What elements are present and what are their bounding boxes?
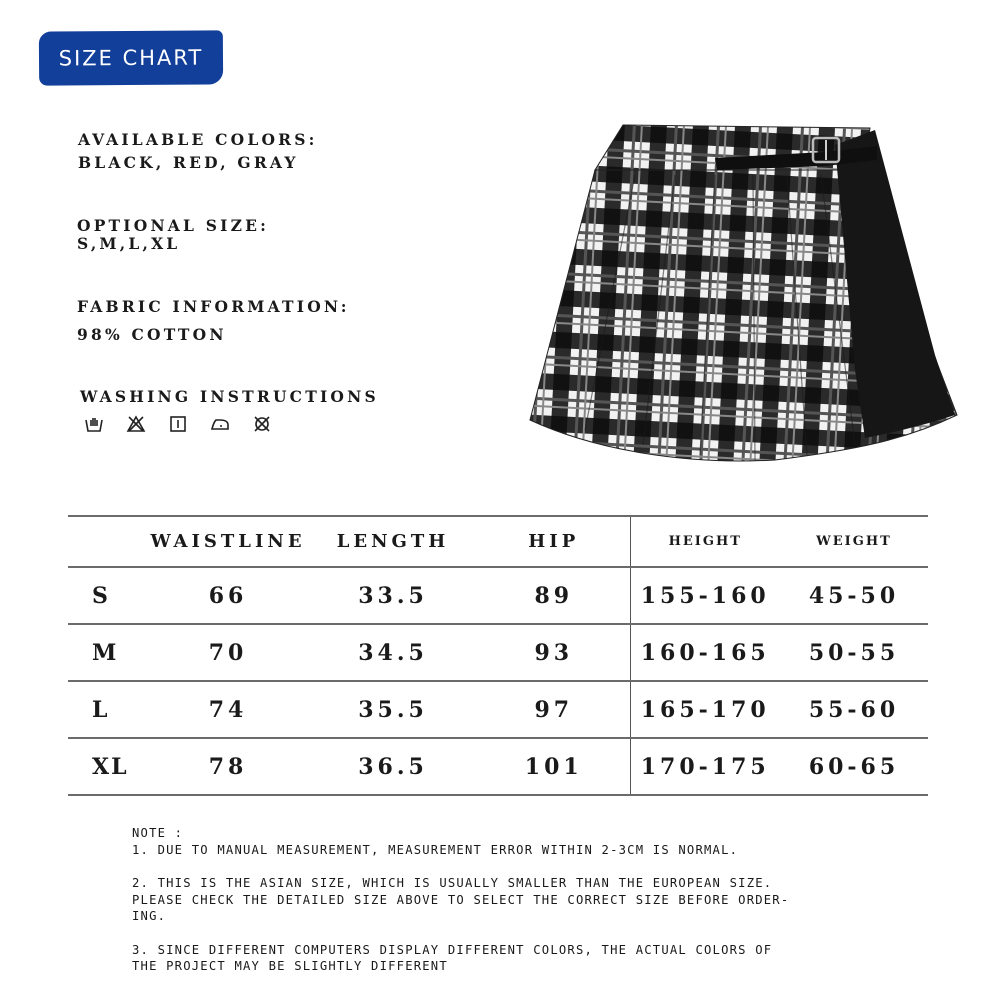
note-1: 1. DUE TO MANUAL MEASUREMENT, MEASUREMENT ERROR WITHIN 2-3CM IS NORMAL. (132, 842, 739, 857)
fabric-information (77, 295, 350, 346)
length-cell: 35.5 (308, 681, 478, 738)
size-chart-badge: SIZE CHART (39, 30, 223, 85)
length-cell: 34.5 (308, 624, 478, 681)
hip-cell: 93 (478, 624, 630, 681)
available-colors-value: BLACK, RED, GRAY (78, 153, 299, 172)
table-row (68, 567, 928, 624)
washing-label: WASHING INSTRUCTIONS (80, 387, 379, 406)
header-waistline: WAISTLINE (148, 516, 308, 567)
size-cell: XL (68, 738, 148, 795)
iron-low-icon (210, 414, 230, 434)
fabric-label: FABRIC INFORMATION: (77, 297, 350, 316)
height-cell: 170-175 (630, 738, 780, 795)
size-table (68, 515, 928, 796)
plaid-skirt-image (525, 120, 960, 470)
available-colors-label: AVAILABLE COLORS: (78, 130, 318, 149)
optional-size (77, 214, 269, 255)
height-cell: 155-160 (630, 567, 780, 624)
height-cell: 160-165 (630, 624, 780, 681)
size-cell: S (68, 567, 148, 624)
table-row (68, 738, 928, 795)
header-size (68, 516, 148, 567)
fabric-value: 98% COTTON (77, 325, 227, 344)
height-cell: 165-170 (630, 681, 780, 738)
optional-size-value: S,M,L,XL (77, 234, 181, 253)
size-cell: L (68, 681, 148, 738)
weight-cell: 45-50 (780, 567, 928, 624)
washing-instructions (80, 385, 379, 408)
note-3-line-2: THE PROJECT MAY BE SLIGHTLY DIFFERENT (132, 959, 448, 973)
weight-cell: 55-60 (780, 681, 928, 738)
note-2-line-3: ING. (132, 909, 167, 923)
header-hip: HIP (478, 516, 630, 567)
washing-icons (84, 414, 272, 434)
hand-wash-icon (84, 414, 104, 434)
size-cell: M (68, 624, 148, 681)
header-length: LENGTH (308, 516, 478, 567)
table-row (68, 624, 928, 681)
table-header-row (68, 516, 928, 567)
header-weight: WEIGHT (780, 516, 928, 567)
length-cell: 33.5 (308, 567, 478, 624)
table-row (68, 681, 928, 738)
waistline-cell: 78 (148, 738, 308, 795)
length-cell: 36.5 (308, 738, 478, 795)
note-2-line-1: 2. THIS IS THE ASIAN SIZE, WHICH IS USUALLY SMALLER THAN THE EUROPEAN SIZE. (132, 876, 773, 890)
optional-size-label: OPTIONAL SIZE: (77, 216, 270, 235)
waistline-cell: 66 (148, 567, 308, 624)
hip-cell: 101 (478, 738, 630, 795)
weight-cell: 60-65 (780, 738, 928, 795)
available-colors (78, 128, 318, 174)
note-3-line-1: 3. SINCE DIFFERENT COMPUTERS DISPLAY DIFFERENT COLORS, THE ACTUAL COLORS OF (132, 942, 773, 957)
notes-title: NOTE : (132, 826, 184, 840)
waistline-cell: 74 (148, 681, 308, 738)
do-not-dry-clean-icon (252, 414, 272, 434)
note-2-line-2: PLEASE CHECK THE DETAILED SIZE ABOVE TO SELECT THE CORRECT SIZE BEFORE ORDER- (132, 892, 790, 907)
do-not-bleach-icon (126, 414, 146, 434)
header-height: HEIGHT (630, 516, 780, 567)
tumble-dry-icon (168, 414, 188, 434)
hip-cell: 89 (478, 567, 630, 624)
weight-cell: 50-55 (780, 624, 928, 681)
hip-cell: 97 (478, 681, 630, 738)
waistline-cell: 70 (148, 624, 308, 681)
notes-section (132, 825, 852, 975)
